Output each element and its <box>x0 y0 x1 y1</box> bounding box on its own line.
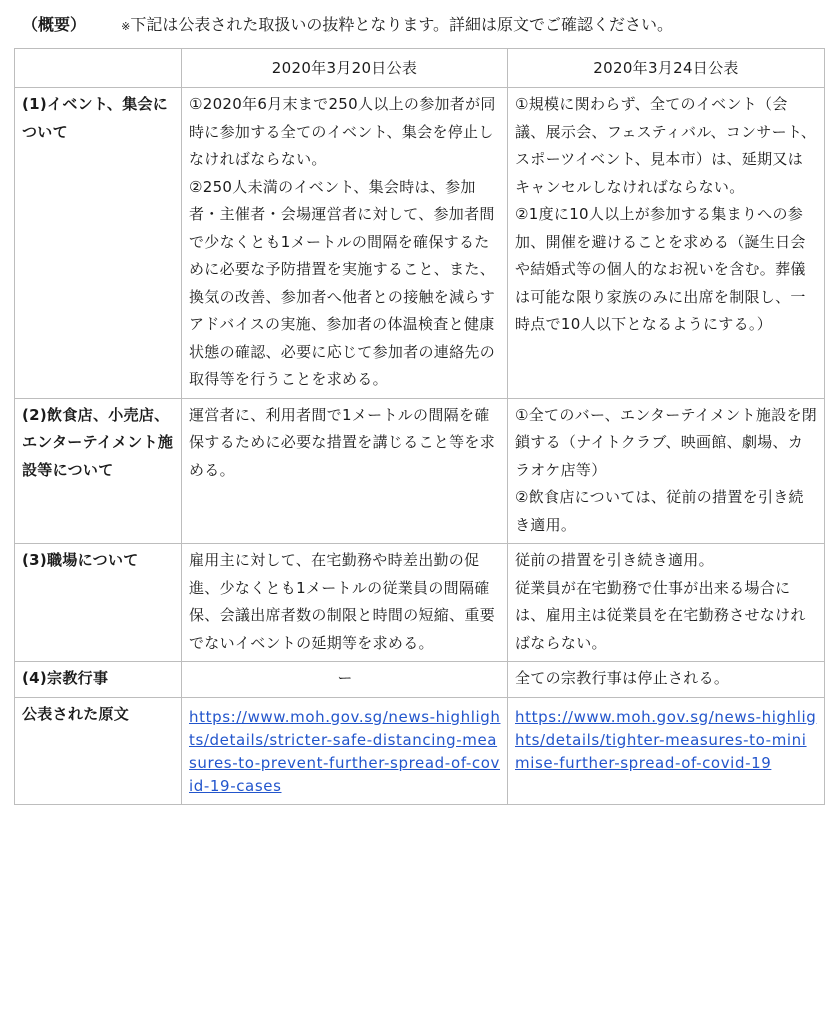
table-row-events <box>15 88 825 399</box>
cell-paragraph: ②1度に10人以上が参加する集まりへの参加、開催を避けることを求める（誕生日会や結婚式等の個人的なお祝いを含む。葬儀は可能な限り家族のみに出席を制限し、一時点で10人以下となるようにする。） <box>515 205 806 333</box>
table-row-workplace <box>15 544 825 662</box>
source-link-mar24[interactable]: https://www.moh.gov.sg/news-highlights/details/tighter-measures-to-minimise-further-spread-of-covid-19 <box>515 707 817 772</box>
cell-paragraph: 運営者に、利用者間で1メートルの間隔を確保するために必要な措置を講じること等を求める。 <box>189 405 496 479</box>
column-header-empty <box>15 49 182 88</box>
note-mark: ※ <box>121 20 131 33</box>
header-note: 下記は公表された取扱いの抜粋となります。詳細は原文でご確認ください。 <box>130 15 674 34</box>
row-label-workplace: (3)職場について <box>15 544 182 662</box>
cell-restaurants-mar24 <box>508 398 825 544</box>
cell-workplace-mar20 <box>182 544 508 662</box>
row-label-source: 公表された原文 <box>15 697 182 804</box>
row-label-religious: (4)宗教行事 <box>15 662 182 698</box>
cell-workplace-mar24 <box>508 544 825 662</box>
cell-paragraph: 雇用主に対して、在宅勤務や時差出勤の促進、少なくとも1メートルの従業員の間隔確保、会議出席者数の制限と時間の短縮、重要でないイベントの延期等を求める。 <box>189 551 496 652</box>
cell-paragraph: 従業員が在宅勤務で仕事が出来る場合には、雇用主は従業員を在宅勤務させなければならない。 <box>515 578 806 652</box>
column-header-mar24: 2020年3月24日公表 <box>508 49 825 88</box>
table-header-row <box>15 49 825 88</box>
row-label-restaurants: (2)飲食店、小売店、エンターテイメント施設等について <box>15 398 182 544</box>
column-header-mar20: 2020年3月20日公表 <box>182 49 508 88</box>
row-label-events: (1)イベント、集会について <box>15 88 182 399</box>
cell-religious-mar20: ー <box>182 662 508 698</box>
cell-paragraph: ②飲食店については、従前の措置を引き続き適用。 <box>515 488 804 534</box>
cell-events-mar20 <box>182 88 508 399</box>
page-title: （概要） <box>22 15 87 34</box>
cell-paragraph: 従前の措置を引き続き適用。 <box>515 551 714 569</box>
table-row-religious <box>15 662 825 698</box>
table-row-restaurants <box>15 398 825 544</box>
cell-source-mar24 <box>508 697 825 804</box>
cell-events-mar24 <box>508 88 825 399</box>
measures-table <box>14 48 825 805</box>
cell-paragraph: ②250人未満のイベント、集会時は、参加者・主催者・会場運営者に対して、参加者間で少なくとも1メートルの間隔を確保するために必要な予防措置を実施すること、また、換気の改善、参加者へ他者との接触を減らすアドバイスの実施、参加者の体温検査と健康状態の確認、必要に応じて参加者の連絡先の取得等を行うことを求める。 <box>189 177 496 388</box>
page-header <box>22 12 825 40</box>
table-row-source <box>15 697 825 804</box>
cell-restaurants-mar20 <box>182 398 508 544</box>
cell-source-mar20 <box>182 697 508 804</box>
cell-paragraph: ①2020年6月末まで250人以上の参加者が同時に参加する全てのイベント、集会を停止しなければならない。 <box>189 95 496 168</box>
cell-paragraph: ①規模に関わらず、全てのイベント（会議、展示会、フェスティバル、コンサート、スポーツイベント、見本市）は、延期又はキャンセルしなければならない。 <box>515 95 817 196</box>
source-link-mar20[interactable]: https://www.moh.gov.sg/news-highlights/details/stricter-safe-distancing-measures-to-prevent-further-spread-of-covid-19-cases <box>189 707 501 795</box>
cell-religious-mar24: 全ての宗教行事は停止される。 <box>508 662 825 698</box>
cell-paragraph: ①全てのバー、エンターテイメント施設を閉鎖する（ナイトクラブ、映画館、劇場、カラオケ店等） <box>515 405 818 479</box>
